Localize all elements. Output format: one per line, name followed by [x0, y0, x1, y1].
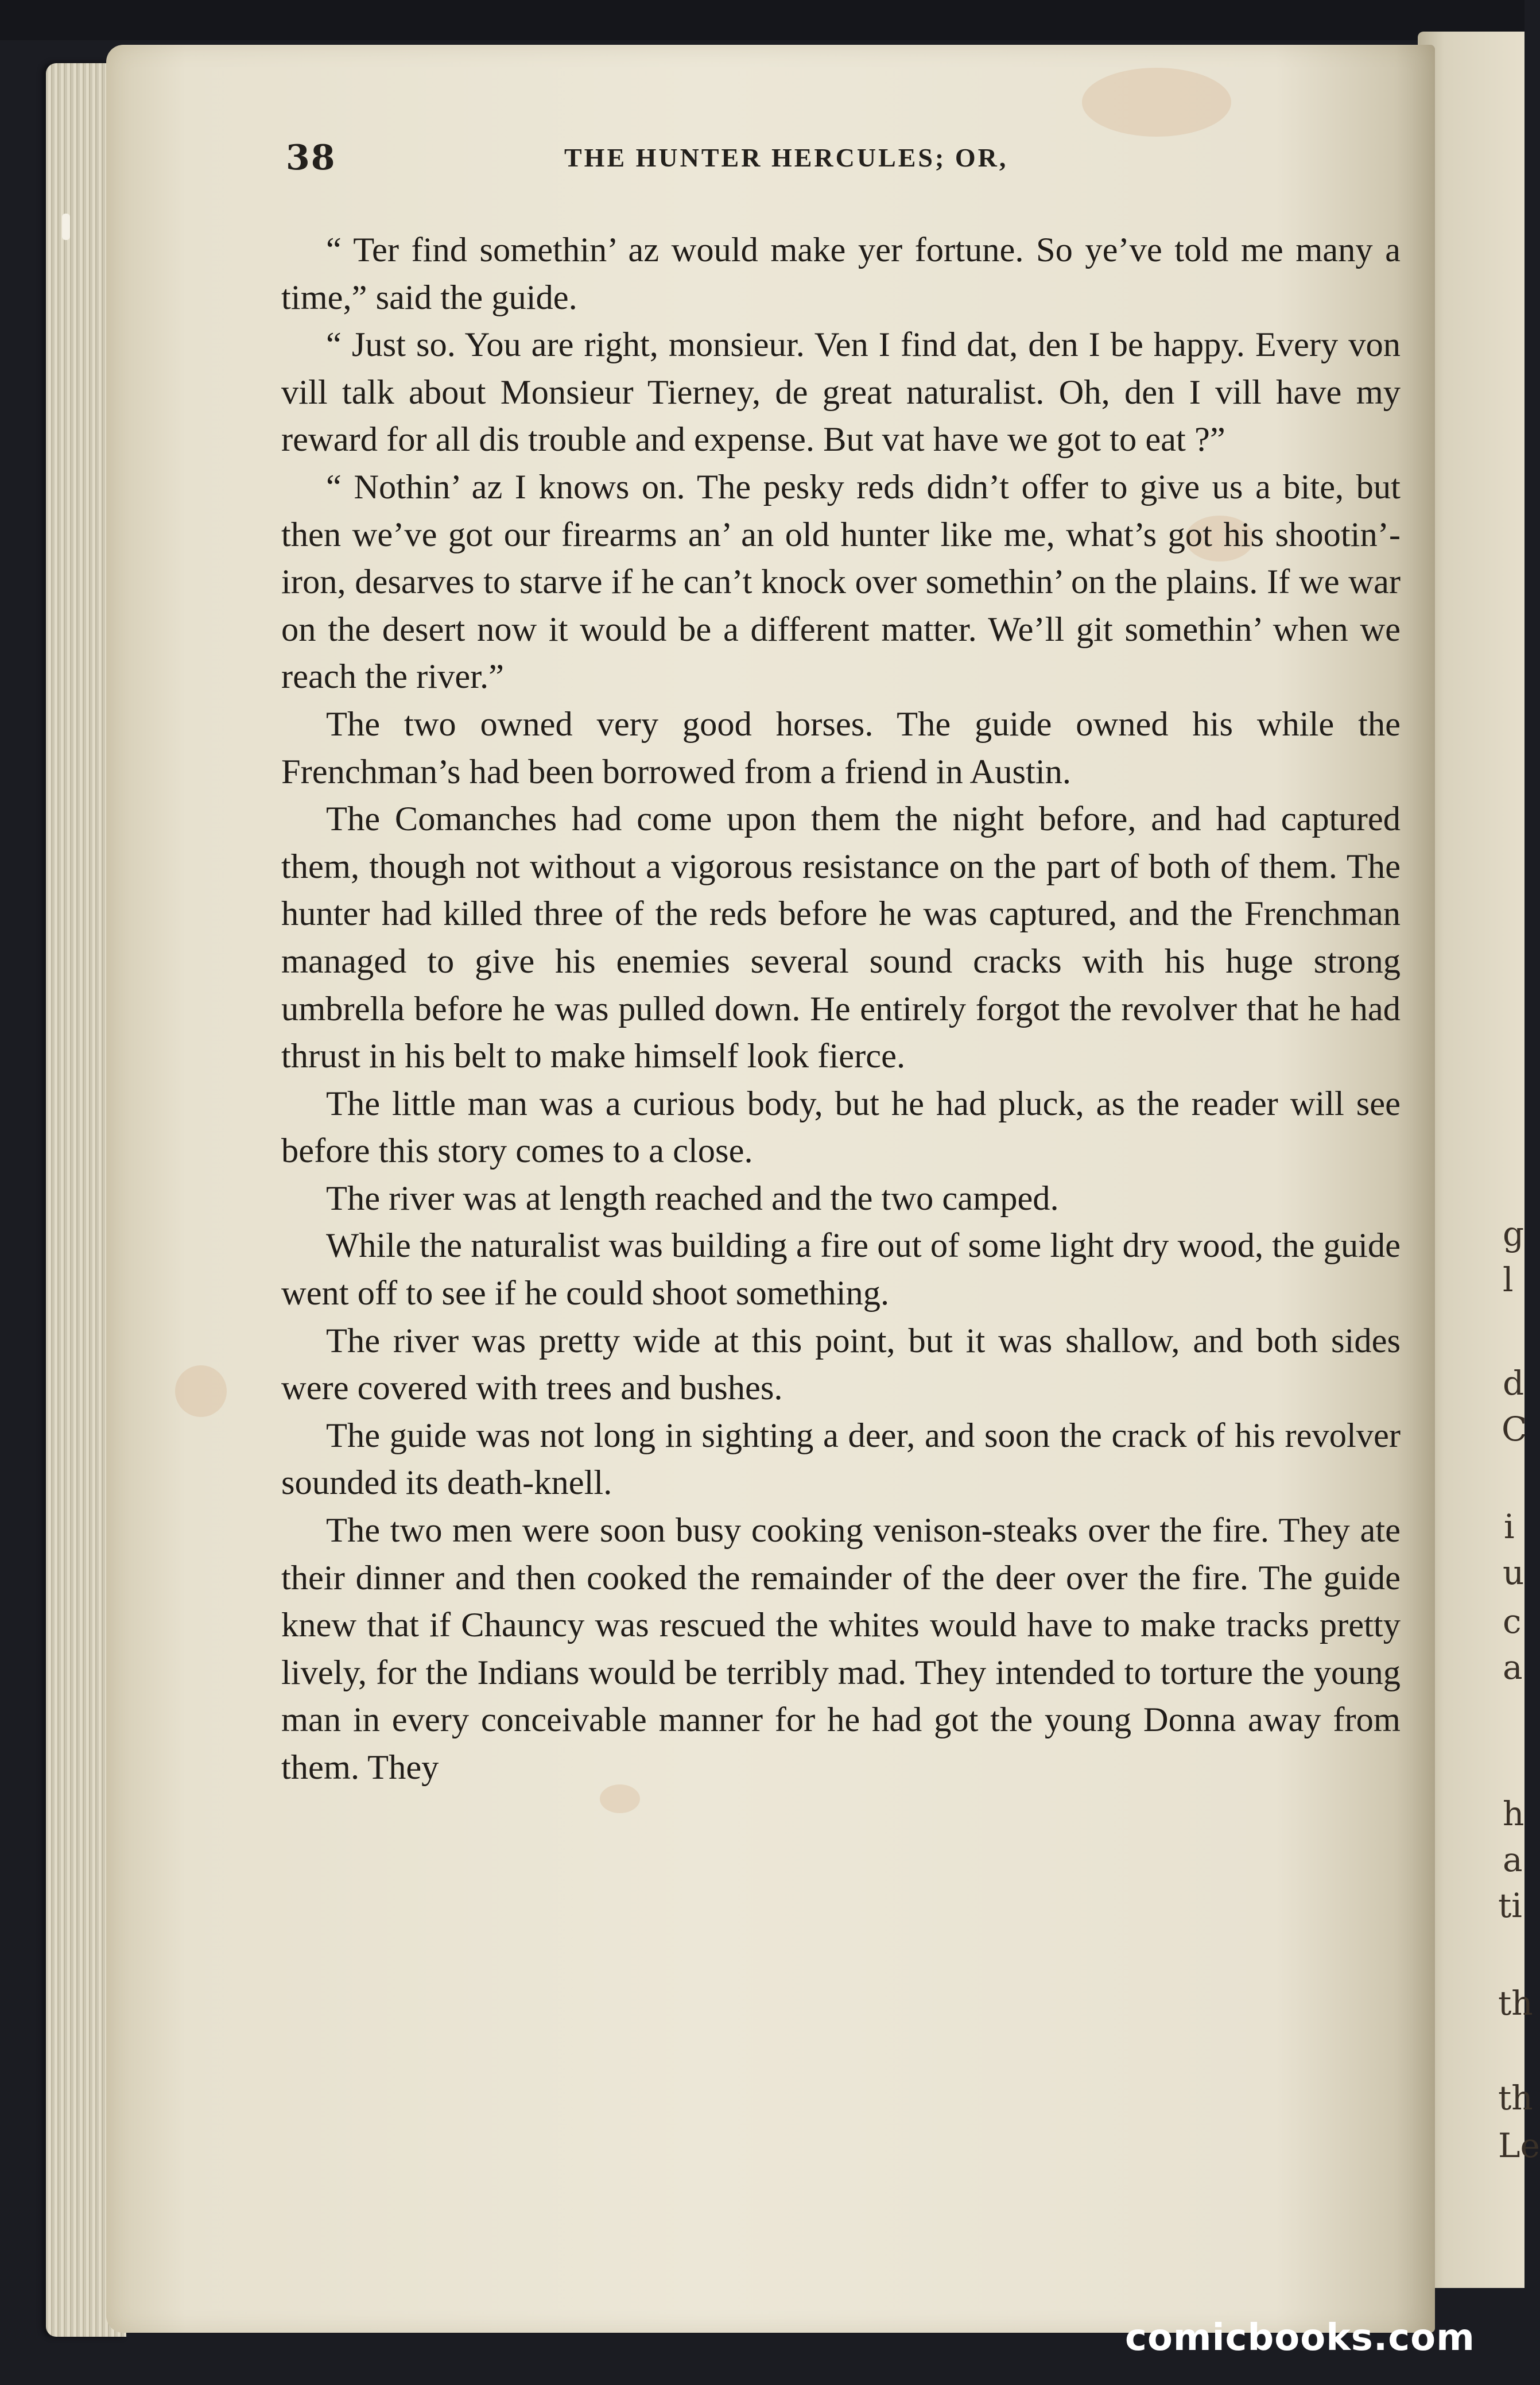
binding-mark: [62, 214, 70, 240]
facing-fragment: i: [1504, 1507, 1515, 1546]
foxing-stain: [175, 1365, 227, 1417]
paragraph: The guide was not long in sighting a deer, and soon the crack of his revolver sounded its death-knell.: [281, 1416, 1401, 1503]
foxing-stain: [1082, 68, 1231, 137]
facing-fragment: h: [1503, 1794, 1525, 1833]
facing-fragment: th: [1498, 2078, 1533, 2117]
facing-fragment: th: [1498, 1984, 1533, 2023]
paragraph: The two men were soon busy cooking venison-steaks over the fire. They ate their dinner and then cooked the remainder of the deer over the fire. The guide knew that if Chauncy was rescued the whites would have to make tracks pretty lively, for the Indians would be terribly mad. They intended to torture the young man in every conceivable manner for he had got the young Donna away from them. They: [281, 1511, 1401, 1787]
facing-fragment: Le: [1498, 2126, 1540, 2165]
paragraph: The river was at length reached and the two camped.: [326, 1179, 1059, 1218]
facing-fragment: d: [1503, 1364, 1525, 1403]
paragraph: “ Just so. You are right, monsieur. Ven I find dat, den I be happy. Every von vill talk about Monsieur Tierney, de great naturalist. Oh, den I vill have my reward for all dis trouble and expense. But vat have we got to eat ?”: [281, 326, 1401, 459]
page-number: 38: [286, 138, 336, 178]
top-background: [0, 0, 1525, 40]
watermark: comicbooks.com: [1125, 2317, 1475, 2359]
running-head: THE HUNTER HERCULES; OR,: [564, 143, 1008, 172]
facing-fragment: ti: [1498, 1886, 1522, 1925]
paragraph: “ Nothin’ az I knows on. The pesky reds didn’t offer to give us a bite, but then we’ve got our firearms an’ an old hunter like me, what’s got his shootin’-iron, desarves to starve if he can’t knock over somethin’ on the plains. If we war on the desert now it would be a different matter. We’ll git somethin’ when we reach the river.”: [281, 467, 1401, 696]
facing-fragment: C: [1502, 1410, 1527, 1449]
facing-fragment: a: [1503, 1648, 1523, 1687]
paragraph: The two owned very good horses. The guide owned his while the Frenchman’s had been borrowed from a friend in Austin.: [281, 704, 1401, 791]
facing-fragment: c: [1503, 1602, 1522, 1641]
facing-fragment: u: [1503, 1553, 1525, 1592]
page-body: [281, 227, 1401, 1792]
paragraph: “ Ter find somethin’ az would make yer fortune. So ye’ve told me many a time,” said the guide.: [281, 231, 1401, 317]
facing-fragment: l: [1503, 1260, 1514, 1299]
facing-fragment: g: [1503, 1214, 1525, 1253]
paragraph: The river was pretty wide at this point, but it was shallow, and both sides were covered with trees and bushes.: [281, 1321, 1401, 1408]
facing-fragment: a: [1503, 1840, 1523, 1879]
paragraph: While the naturalist was building a fire out of some light dry wood, the guide went off to see if he could shoot something.: [281, 1226, 1401, 1313]
paragraph: The little man was a curious body, but he had pluck, as the reader will see before this story comes to a close.: [281, 1084, 1401, 1171]
page-header: [286, 138, 1411, 178]
paragraph: The Comanches had come upon them the night before, and had captured them, though not without a vigorous resistance on the part of both of them. The hunter had killed three of the reds before he was captured, and the Frenchman managed to give his enemies several sound cracks with his huge strong umbrella before he was pulled down. He entirely forgot the revolver that he had thrust in his belt to make himself look fierce.: [281, 800, 1401, 1076]
